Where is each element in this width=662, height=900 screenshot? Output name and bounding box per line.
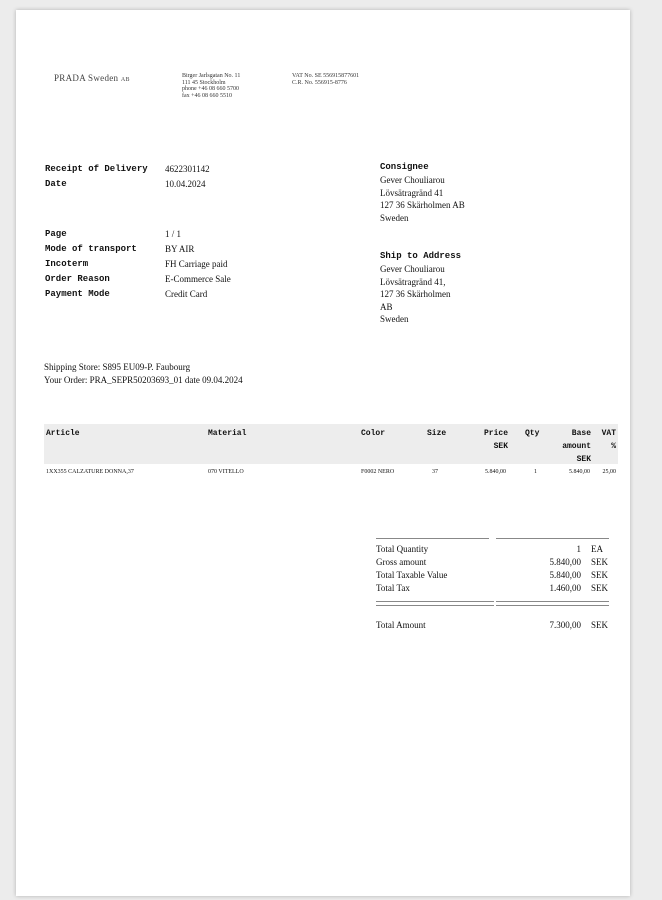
divider	[496, 601, 609, 602]
total-label: Gross amount	[376, 557, 427, 567]
divider	[496, 538, 609, 539]
consignee-title: Consignee	[380, 162, 429, 172]
consignee-block	[380, 161, 465, 224]
info-label: Receipt of Delivery	[45, 164, 148, 174]
company-name: PRADA Sweden	[54, 73, 119, 83]
address-line: phone +46 08 660 5700	[182, 86, 240, 92]
cell-color: F0002 NERO	[361, 469, 395, 475]
vat-info	[292, 73, 359, 86]
total-amount-unit: SEK	[591, 620, 609, 630]
col-qty: Qty	[525, 429, 540, 438]
cell-vat: 25,00	[602, 469, 616, 475]
ship-to-line: AB	[380, 301, 393, 312]
total-value: 1	[576, 544, 581, 554]
company-suffix: AB	[120, 77, 130, 83]
consignee-line: 127 36 Skärholmen AB	[380, 200, 465, 210]
total-value: 5.840,00	[549, 557, 581, 567]
col-base-line: amount	[562, 442, 591, 451]
total-amount-row	[376, 620, 610, 633]
consignee-line: Sweden	[380, 212, 409, 223]
total-value: 5.840,00	[549, 570, 581, 580]
consignee-line: Lövsätragränd 41	[380, 187, 444, 198]
cell-article: 1XX355 CALZATURE DONNA,37	[46, 469, 134, 475]
col-color: Color	[361, 429, 386, 438]
items-table-header	[44, 424, 618, 464]
info-value: 1 / 1	[165, 229, 182, 239]
total-row	[376, 583, 610, 596]
col-material: Material	[208, 429, 247, 438]
your-order: Your Order: PRA_SEPR50203693_01 date 09.04.2024	[44, 374, 243, 385]
info-label: Mode of transport	[45, 244, 137, 254]
divider	[376, 605, 494, 606]
divider	[376, 601, 494, 602]
info-value: BY AIR	[165, 244, 195, 254]
total-amount-value: 7.300,00	[549, 620, 581, 630]
total-label: Total Tax	[376, 583, 410, 593]
total-row	[376, 570, 610, 583]
cell-base: 5.840,00	[569, 469, 590, 475]
total-label: Total Taxable Value	[376, 570, 448, 580]
total-unit: EA	[591, 544, 603, 554]
cell-material: 070 VITELLO	[208, 469, 244, 475]
company-address	[182, 73, 240, 99]
info-value: 4622301142	[165, 164, 210, 174]
info-label: Date	[45, 179, 67, 189]
address-line: Birger Jarlsgatan No. 11	[182, 73, 241, 79]
info-label: Payment Mode	[45, 289, 110, 299]
col-price-line: SEK	[493, 442, 508, 451]
ship-to-line: Sweden	[380, 314, 409, 324]
info-label: Page	[45, 229, 67, 239]
info-value: Credit Card	[165, 289, 208, 299]
total-value: 1.460,00	[549, 583, 581, 593]
col-vat-line: %	[611, 442, 616, 451]
cell-size: 37	[432, 469, 438, 475]
ship-to-line: 127 36 Skärholmen	[380, 289, 451, 299]
col-vat	[596, 427, 616, 453]
shipping-store: Shipping Store: S895 EU09-P. Faubourg	[44, 362, 191, 372]
ship-to-block	[380, 250, 461, 326]
ship-to-title: Ship to Address	[380, 251, 462, 261]
ship-to-line: Gever Chouliarou	[380, 264, 445, 274]
total-unit: SEK	[591, 583, 609, 593]
col-price	[464, 427, 508, 453]
total-amount-label: Total Amount	[376, 620, 426, 630]
address-line: fax +46 08 660 5510	[182, 92, 233, 99]
info-value: E-Commerce Sale	[165, 274, 231, 284]
info-label: Incoterm	[45, 259, 89, 269]
cell-qty: 1	[534, 469, 537, 475]
col-vat-line: VAT	[601, 429, 616, 438]
total-row	[376, 557, 610, 570]
shipping-store-info	[44, 361, 243, 386]
col-base-amount	[559, 427, 591, 466]
divider	[496, 605, 609, 606]
col-base-line: Base	[571, 429, 591, 438]
total-unit: SEK	[591, 570, 609, 580]
totals-block	[376, 544, 610, 596]
divider	[376, 538, 489, 539]
vat-line: VAT No. SE 556915877601	[292, 73, 360, 79]
total-label: Total Quantity	[376, 544, 429, 554]
col-base-line: SEK	[576, 455, 591, 464]
col-size: Size	[427, 429, 447, 438]
col-price-line: Price	[483, 429, 508, 438]
consignee-line: Gever Chouliarou	[380, 175, 445, 185]
total-unit: SEK	[591, 557, 609, 567]
col-article: Article	[46, 429, 80, 438]
info-value: FH Carriage paid	[165, 259, 228, 269]
ship-to-line: Lövsätragränd 41,	[380, 276, 446, 287]
vat-line: C.R. No. 556915-8776	[292, 79, 347, 86]
cell-price: 5.840,00	[485, 469, 506, 475]
document-page	[16, 10, 630, 896]
info-value: 10.04.2024	[165, 179, 206, 189]
total-row	[376, 544, 610, 557]
info-label: Order Reason	[45, 274, 110, 284]
address-line: 111 45 Stockholm	[182, 79, 226, 86]
company-logo	[54, 73, 130, 83]
